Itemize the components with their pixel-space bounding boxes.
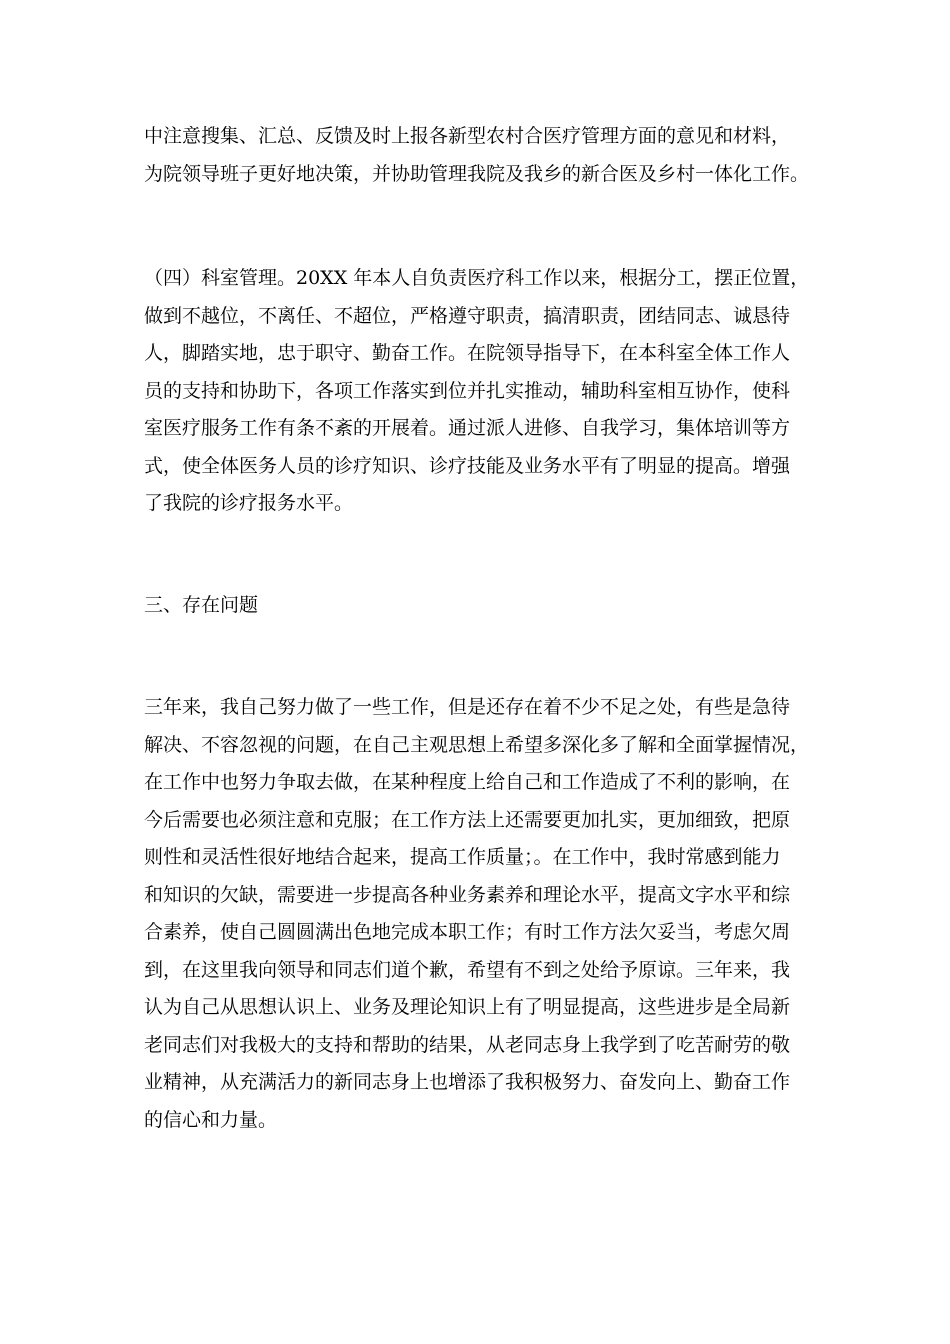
text-line: 人，脚踏实地，忠于职守、勤奋工作。在院领导指导下，在本科室全体工作人 (144, 342, 791, 364)
paragraph-feedback (144, 118, 819, 193)
text-line: 在工作中也努力争取去做，在某种程度上给自己和工作造成了不利的影响，在 (144, 771, 791, 793)
text-line: 中注意搜集、汇总、反馈及时上报各新型农村合医疗管理方面的意见和材料， (144, 125, 791, 147)
text-line: 做到不越位，不离任、不超位，严格遵守职责，搞清职责，团结同志、诚恳待 (144, 304, 791, 327)
paragraph-problems (144, 689, 819, 1139)
text-line: 认为自己从思想认识上、业务及理论知识上有了明显提高，这些进步是全局新 (144, 996, 791, 1018)
text-line: 式，使全体医务人员的诊疗知识、诊疗技能及业务水平有了明显的提高。增强 (144, 454, 791, 477)
text-line: 解决、不容忽视的问题，在自己主观思想上希望多深化多了解和全面掌握情况， (144, 733, 810, 756)
paragraph-department-management (144, 260, 819, 523)
section-heading-problems (144, 587, 819, 625)
text-line: 业精神，从充满活力的新同志身上也增添了我积极努力、奋发向上、勤奋工作 (144, 1071, 791, 1093)
text-line: 老同志们对我极大的支持和帮助的结果，从老同志身上我学到了吃苦耐劳的敬 (144, 1033, 791, 1056)
heading-text: 三、存在问题 (144, 594, 259, 616)
text-line: 了我院的诊疗报务水平。 (144, 492, 354, 514)
text-line: 的信心和力量。 (144, 1108, 278, 1131)
text-line: （四）科室管理。20XX 年本人自负责医疗科工作以来，根据分工，摆正位置， (144, 267, 810, 289)
text-line: 和知识的欠缺，需要进一步提高各种业务素养和理论水平，提高文字水平和综 (144, 883, 791, 906)
text-line: 到，在这里我向领导和同志们道个歉，希望有不到之处给予原谅。三年来，我 (144, 958, 791, 981)
text-line: 为院领导班子更好地决策，并协助管理我院及我乡的新合医及乡村一体化工作。 (144, 162, 810, 185)
text-line: 室医疗服务工作有条不紊的开展着。通过派人进修、自我学习，集体培训等方 (144, 417, 791, 439)
text-line: 员的支持和协助下，各项工作落实到位并扎实推动，辅助科室相互协作，使科 (144, 379, 791, 402)
text-line: 则性和灵活性很好地结合起来，提高工作质量；。在工作中，我时常感到能力 (144, 846, 781, 868)
text-line: 今后需要也必须注意和克服；在工作方法上还需要更加扎实，更加细致，把原 (144, 808, 791, 831)
text-line: 三年来，我自己努力做了一些工作，但是还存在着不少不足之处，有些是急待 (144, 696, 791, 718)
text-line: 合素养，使自己圆圆满出色地完成本职工作；有时工作方法欠妥当，考虑欠周 (144, 921, 791, 943)
